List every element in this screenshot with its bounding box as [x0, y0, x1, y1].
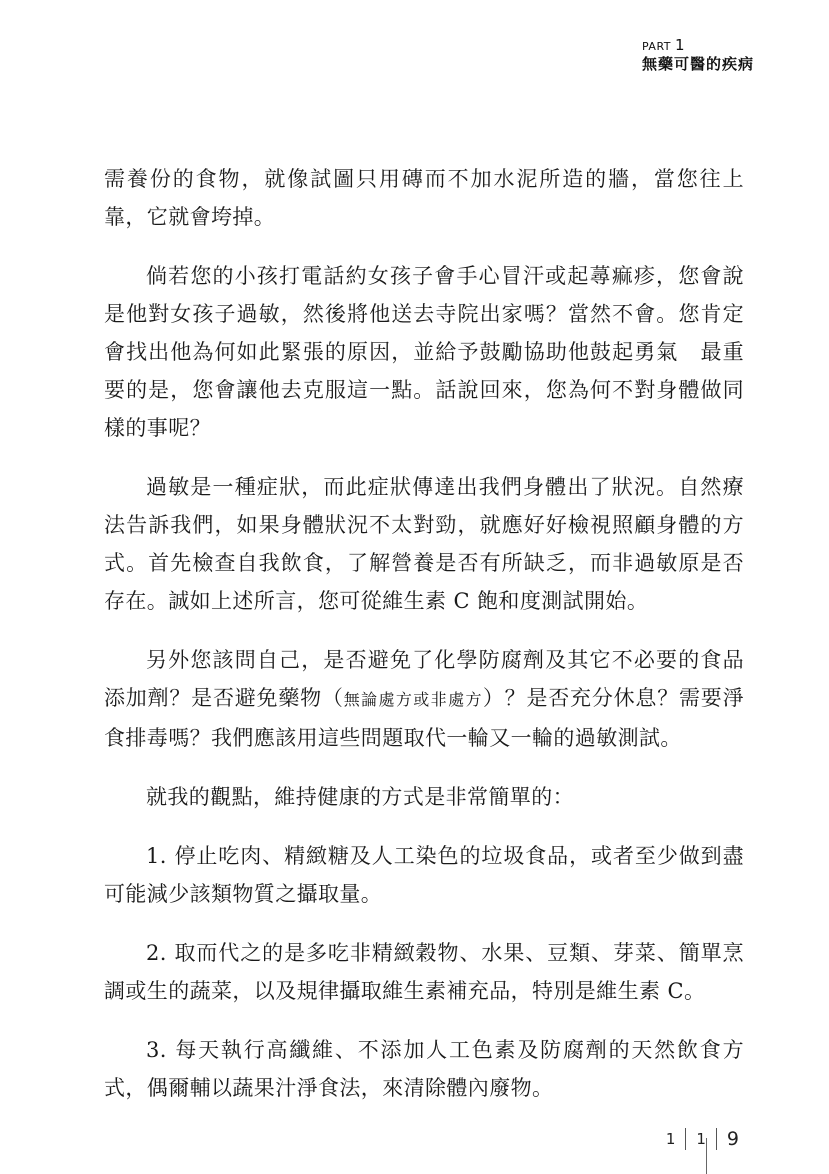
paragraph-questions-parenthetical: 無論處方或非處方	[343, 690, 483, 709]
paragraph-viewpoint: 就我的觀點，維持健康的方式是非常簡單的：	[146, 785, 574, 809]
page-body	[104, 160, 744, 1128]
part-indicator	[642, 38, 754, 54]
paragraph-questions-end: ）？是否充分休息？需要淨食排毒嗎？我們應該用這些問題取代一輪又一輪的過敏測試。	[104, 686, 744, 750]
paragraph-continued: 需養份的食物，就像試圖只用磚而不加水泥所造的牆，當您往上靠，它就會垮掉。	[104, 167, 744, 229]
list-item-2: 2. 取而代之的是多吃非精緻穀物、水果、豆類、芽菜、簡單烹調或生的蔬菜，以及規律攝取維生素補充品，特別是維生素 C。	[104, 941, 744, 1003]
chapter-title: 無藥可醫的疾病	[641, 55, 754, 73]
page-number-digit-2: 1	[696, 1130, 706, 1148]
list-item-3: 3. 每天執行高纖維、不添加人工色素及防腐劑的天然飲食方式，偶爾輔以蔬果汁淨食法，來清除體內廢物。	[104, 1038, 744, 1100]
part-label: PART	[641, 40, 672, 53]
part-number: 1	[675, 36, 686, 54]
running-header	[642, 38, 754, 74]
page-number-digit-1: 1	[665, 1130, 676, 1148]
paragraph-allergy-symptom: 過敏是一種症狀，而此症狀傳達出我們身體出了狀況。自然療法告訴我們，如果身體狀況不太對勁，就應好好檢視照顧身體的方式。首先檢查自我飲食，了解營養是否有所缺乏，而非過敏原是否存在。誠如上述所言，您可從維生素 C 飽和度測試開始。	[104, 475, 744, 613]
paragraph-questions	[104, 641, 744, 757]
paragraph-child-analogy: 倘若您的小孩打電話約女孩子會手心冒汗或起蕁痲疹，您會說是他對女孩子過敏，然後將他送去寺院出家嗎？當然不會。您肯定會找出他為何如此緊張的原因，並給予鼓勵協助他鼓起勇氣 最重要的是，您會讓他去克服這一點。話說回來，您為何不對身體做同樣的事呢？	[104, 264, 744, 440]
page-number	[656, 1128, 749, 1150]
paragraph-questions-start: 另外您該問自己，是否避免了化學防腐劑及其它不必要的食品添加劑？是否避免藥物（	[104, 648, 744, 710]
page-number-digit-3: 9	[726, 1128, 739, 1150]
footer-rule	[706, 1138, 707, 1174]
list-item-1: 1. 停止吃肉、精緻糖及人工染色的垃圾食品，或者至少做到盡可能減少該類物質之攝取量。	[104, 844, 744, 906]
